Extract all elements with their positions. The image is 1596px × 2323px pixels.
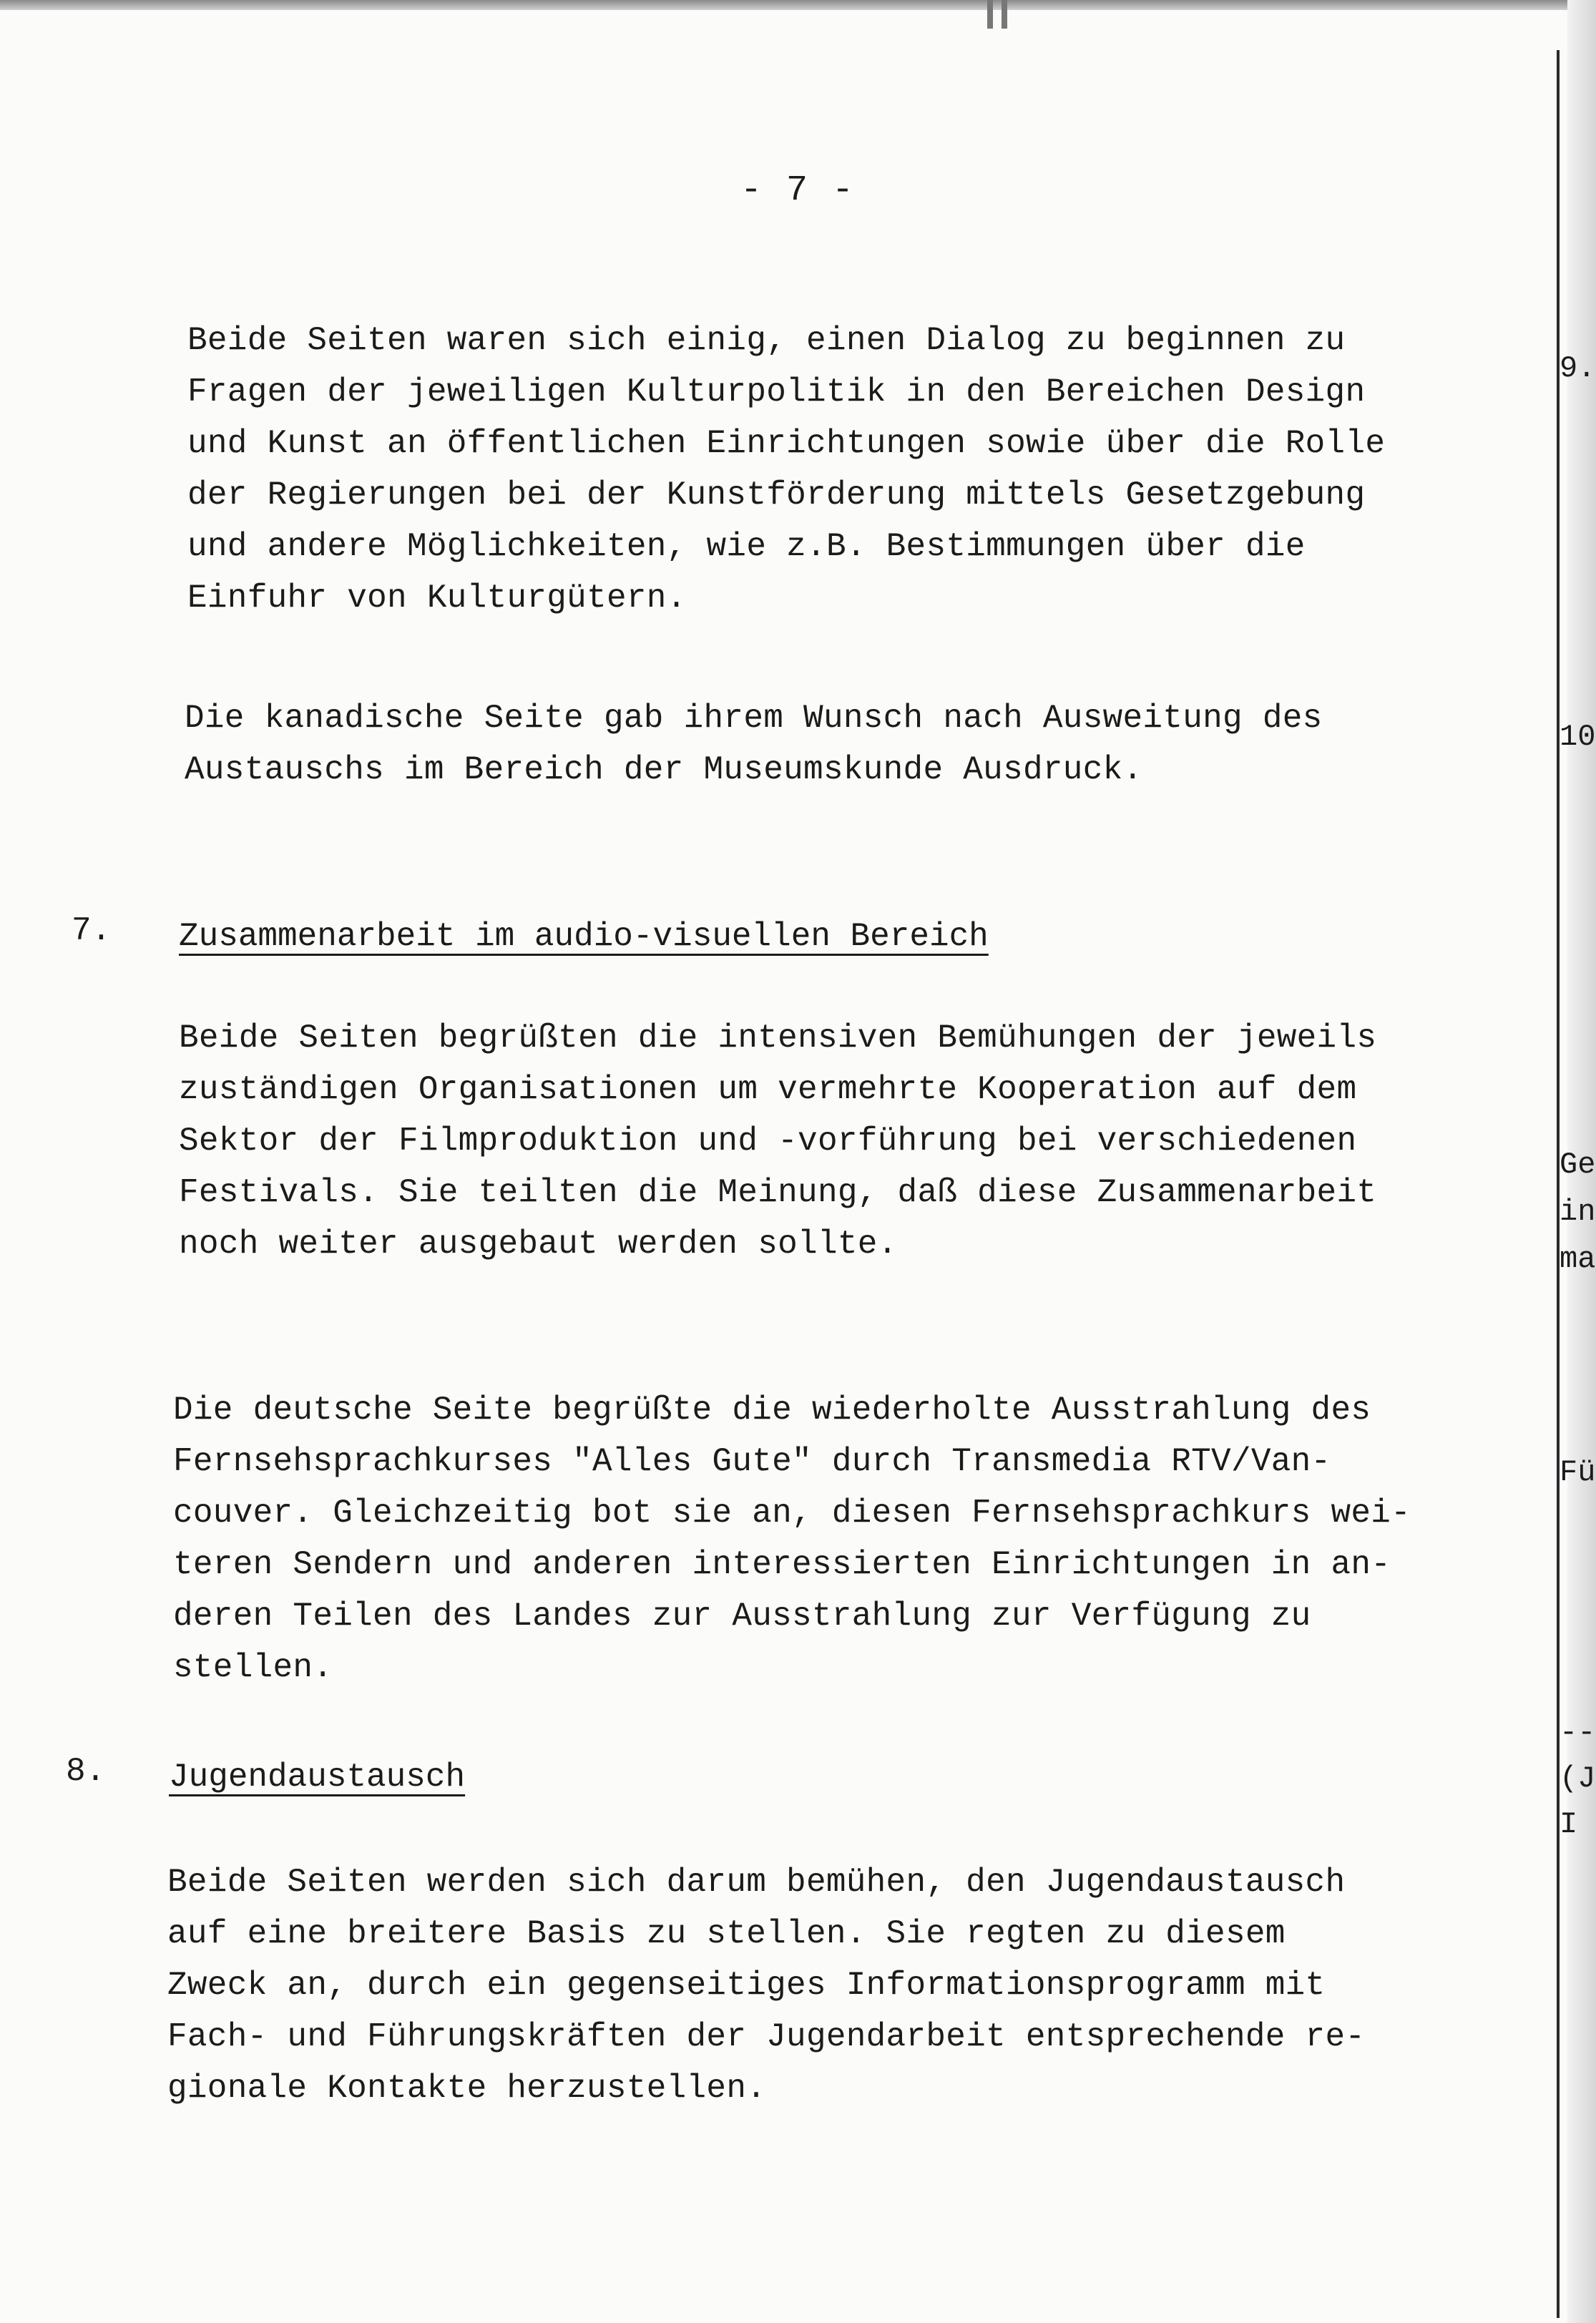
adjacent-page-fragment: 10: [1560, 720, 1596, 754]
scan-artifact: [1002, 0, 1007, 29]
adjacent-page-fragment: Ge in ma: [1560, 1148, 1596, 1276]
page-number: - 7 -: [740, 170, 856, 211]
adjacent-page-fragment: 9.: [1560, 351, 1596, 386]
paragraph-tv-language-course: Die deutsche Seite begrüßte die wiederholte Ausstrahlung des Fernsehsprachkurses "Alles Gute" durch Transmedia RTV/Van- couver. Gleichzeitig bot sie an, diesen Fernsehsprachkurs wei- teren Sendern und anderen interessierten Einrichtungen in an- deren Teilen des Landes zur Ausstrahlung zur Verfügung zu stellen.: [173, 1392, 1411, 1686]
paragraph-film-cooperation: Beide Seiten begrüßten die intensiven Bemühungen der jeweils zuständigen Organisationen um vermehrte Kooperation auf dem Sektor der Filmproduktion und -vorführung bei verschiedenen Festivals. Sie teilten die Meinung, daß diese Zusammenarbeit noch weiter ausgebaut werden sollte.: [179, 1019, 1377, 1263]
scan-top-edge: [0, 0, 1596, 10]
section-7-number: 7.: [72, 912, 112, 949]
paragraph-cultural-policy: Beide Seiten waren sich einig, einen Dialog zu beginnen zu Fragen der jeweiligen Kulturpolitik in den Bereichen Design und Kunst an öffentlichen Einrichtungen sowie über die Rolle der Regierungen bei der Kunstförderung mittels Gesetzgebung und andere Möglichkeiten, wie z.B. Bestimmungen über die Einfuhr von Kulturgütern.: [187, 322, 1386, 617]
paragraph-museum-exchange: Die kanadische Seite gab ihrem Wunsch nach Ausweitung des Austauschs im Bereich der Museumskunde Ausdruck.: [185, 700, 1323, 788]
adjacent-page-fragment: Fü: [1560, 1455, 1596, 1490]
section-8-number: 8.: [66, 1753, 106, 1790]
paragraph-youth-exchange: Beide Seiten werden sich darum bemühen, den Jugendaustausch auf eine breitere Basis zu stellen. Sie regten zu diesem Zweck an, durch ein gegenseitiges Informationsprogramm mit Fach- und Führungskräften der Jugendarbeit entsprechende re- gionale Kontakte herzustellen.: [167, 1864, 1366, 2107]
section-7-heading: Zusammenarbeit im audio-visuellen Bereich: [179, 918, 989, 955]
scan-artifact: [987, 0, 993, 29]
section-8-heading: Jugendaustausch: [169, 1759, 466, 1796]
adjacent-page-fragment: -- (J I: [1560, 1716, 1596, 1842]
